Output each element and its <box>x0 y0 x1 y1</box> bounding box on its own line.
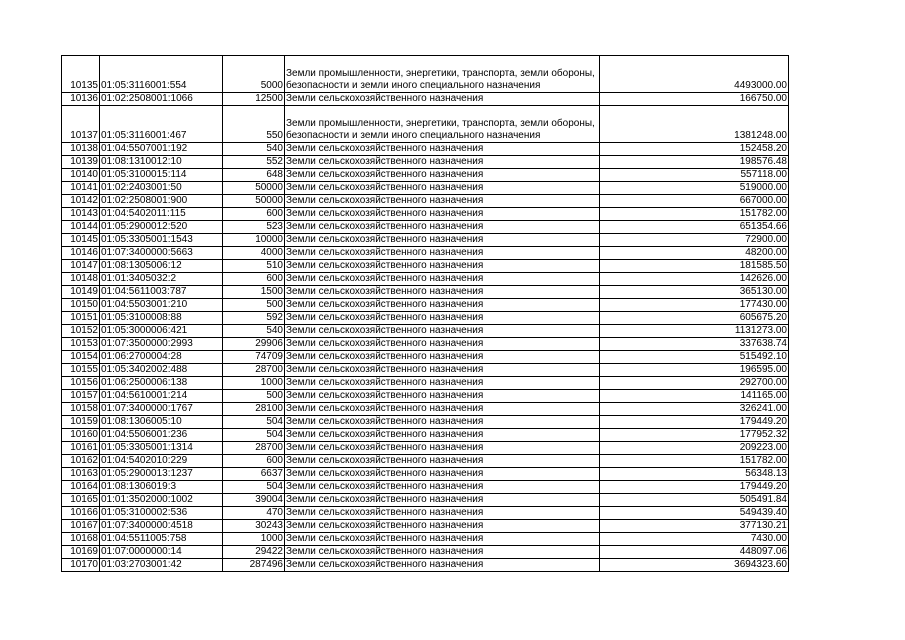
land-category-cell: Земли сельскохозяйственного назначения <box>285 325 600 338</box>
area-cell: 523 <box>223 221 285 234</box>
land-category-cell: Земли сельскохозяйственного назначения <box>285 403 600 416</box>
cadastral-number-cell: 01:07:3400000:5663 <box>100 247 223 260</box>
row-number-cell: 10136 <box>62 93 100 106</box>
table-row <box>62 520 789 533</box>
land-category-cell: Земли сельскохозяйственного назначения <box>285 93 600 106</box>
land-category-cell: Земли промышленности, энергетики, транспорта, земли обороны, безопасности и земли иного специального назначения <box>285 106 600 143</box>
cadastral-value-cell: 56348.13 <box>600 468 789 481</box>
cadastral-number-cell: 01:05:3305001:1314 <box>100 442 223 455</box>
land-category-cell: Земли сельскохозяйственного назначения <box>285 455 600 468</box>
cadastral-number-cell: 01:06:2700004:28 <box>100 351 223 364</box>
land-category-cell: Земли сельскохозяйственного назначения <box>285 481 600 494</box>
cadastral-value-cell: 48200.00 <box>600 247 789 260</box>
table-row <box>62 403 789 416</box>
area-cell: 1000 <box>223 533 285 546</box>
cadastral-value-cell: 448097.06 <box>600 546 789 559</box>
table-row <box>62 416 789 429</box>
area-cell: 30243 <box>223 520 285 533</box>
land-category-cell: Земли сельскохозяйственного назначения <box>285 546 600 559</box>
table-row <box>62 494 789 507</box>
cadastral-number-cell: 01:05:3116001:554 <box>100 56 223 93</box>
land-parcels-table <box>61 55 789 572</box>
cadastral-number-cell: 01:04:5503001:210 <box>100 299 223 312</box>
cadastral-value-cell: 179449.20 <box>600 481 789 494</box>
area-cell: 600 <box>223 208 285 221</box>
land-category-cell: Земли сельскохозяйственного назначения <box>285 351 600 364</box>
row-number-cell: 10164 <box>62 481 100 494</box>
cadastral-value-cell: 181585.50 <box>600 260 789 273</box>
area-cell: 540 <box>223 143 285 156</box>
area-cell: 504 <box>223 429 285 442</box>
land-category-cell: Земли сельскохозяйственного назначения <box>285 260 600 273</box>
land-category-cell: Земли сельскохозяйственного назначения <box>285 390 600 403</box>
cadastral-value-cell: 151782.00 <box>600 208 789 221</box>
cadastral-value-cell: 7430.00 <box>600 533 789 546</box>
table-row <box>62 312 789 325</box>
land-category-cell: Земли сельскохозяйственного назначения <box>285 468 600 481</box>
land-category-cell: Земли сельскохозяйственного назначения <box>285 143 600 156</box>
table-row <box>62 221 789 234</box>
row-number-cell: 10153 <box>62 338 100 351</box>
land-category-cell: Земли сельскохозяйственного назначения <box>285 507 600 520</box>
cadastral-number-cell: 01:04:5611003:787 <box>100 286 223 299</box>
row-number-cell: 10167 <box>62 520 100 533</box>
row-number-cell: 10154 <box>62 351 100 364</box>
row-number-cell: 10151 <box>62 312 100 325</box>
area-cell: 500 <box>223 390 285 403</box>
table-row <box>62 234 789 247</box>
cadastral-number-cell: 01:01:3502000:1002 <box>100 494 223 507</box>
cadastral-value-cell: 326241.00 <box>600 403 789 416</box>
table-row <box>62 143 789 156</box>
cadastral-value-cell: 196595.00 <box>600 364 789 377</box>
row-number-cell: 10146 <box>62 247 100 260</box>
area-cell: 600 <box>223 455 285 468</box>
cadastral-value-cell: 667000.00 <box>600 195 789 208</box>
cadastral-value-cell: 179449.20 <box>600 416 789 429</box>
land-category-cell: Земли сельскохозяйственного назначения <box>285 221 600 234</box>
cadastral-value-cell: 549439.40 <box>600 507 789 520</box>
table-row <box>62 390 789 403</box>
cadastral-value-cell: 505491.84 <box>600 494 789 507</box>
cadastral-value-cell: 166750.00 <box>600 93 789 106</box>
area-cell: 28700 <box>223 442 285 455</box>
cadastral-number-cell: 01:04:5506001:236 <box>100 429 223 442</box>
land-category-cell: Земли сельскохозяйственного назначения <box>285 338 600 351</box>
land-category-cell: Земли промышленности, энергетики, транспорта, земли обороны, безопасности и земли иного специального назначения <box>285 56 600 93</box>
cadastral-number-cell: 01:04:5402011:115 <box>100 208 223 221</box>
table-row <box>62 481 789 494</box>
row-number-cell: 10163 <box>62 468 100 481</box>
table-row <box>62 156 789 169</box>
area-cell: 500 <box>223 299 285 312</box>
cadastral-value-cell: 152458.20 <box>600 143 789 156</box>
row-number-cell: 10148 <box>62 273 100 286</box>
row-number-cell: 10144 <box>62 221 100 234</box>
table-row <box>62 106 789 143</box>
cadastral-number-cell: 01:05:2900012:520 <box>100 221 223 234</box>
cadastral-number-cell: 01:04:5511005:758 <box>100 533 223 546</box>
row-number-cell: 10169 <box>62 546 100 559</box>
cadastral-number-cell: 01:06:2500006:138 <box>100 377 223 390</box>
row-number-cell: 10150 <box>62 299 100 312</box>
cadastral-value-cell: 209223.00 <box>600 442 789 455</box>
cadastral-number-cell: 01:07:3500000:2993 <box>100 338 223 351</box>
cadastral-value-cell: 4493000.00 <box>600 56 789 93</box>
row-number-cell: 10170 <box>62 559 100 572</box>
cadastral-number-cell: 01:05:3000006:421 <box>100 325 223 338</box>
area-cell: 50000 <box>223 195 285 208</box>
cadastral-value-cell: 365130.00 <box>600 286 789 299</box>
area-cell: 6637 <box>223 468 285 481</box>
land-category-cell: Земли сельскохозяйственного назначения <box>285 494 600 507</box>
cadastral-value-cell: 337638.74 <box>600 338 789 351</box>
row-number-cell: 10159 <box>62 416 100 429</box>
cadastral-value-cell: 142626.00 <box>600 273 789 286</box>
table-row <box>62 182 789 195</box>
table-row <box>62 507 789 520</box>
land-category-cell: Земли сельскохозяйственного назначения <box>285 533 600 546</box>
area-cell: 504 <box>223 481 285 494</box>
land-category-cell: Земли сельскохозяйственного назначения <box>285 156 600 169</box>
table-row <box>62 338 789 351</box>
table-row <box>62 533 789 546</box>
table-row <box>62 56 789 93</box>
land-category-cell: Земли сельскохозяйственного назначения <box>285 520 600 533</box>
row-number-cell: 10145 <box>62 234 100 247</box>
cadastral-value-cell: 177430.00 <box>600 299 789 312</box>
cadastral-number-cell: 01:05:3305001:1543 <box>100 234 223 247</box>
land-category-cell: Земли сельскохозяйственного назначения <box>285 312 600 325</box>
cadastral-value-cell: 557118.00 <box>600 169 789 182</box>
row-number-cell: 10156 <box>62 377 100 390</box>
cadastral-number-cell: 01:08:1306019:3 <box>100 481 223 494</box>
cadastral-number-cell: 01:05:3100015:114 <box>100 169 223 182</box>
area-cell: 28700 <box>223 364 285 377</box>
area-cell: 600 <box>223 273 285 286</box>
area-cell: 592 <box>223 312 285 325</box>
cadastral-value-cell: 292700.00 <box>600 377 789 390</box>
table-row <box>62 351 789 364</box>
row-number-cell: 10165 <box>62 494 100 507</box>
cadastral-value-cell: 177952.32 <box>600 429 789 442</box>
land-category-cell: Земли сельскохозяйственного назначения <box>285 377 600 390</box>
cadastral-number-cell: 01:02:2403001:50 <box>100 182 223 195</box>
table-body <box>62 56 789 572</box>
area-cell: 540 <box>223 325 285 338</box>
cadastral-number-cell: 01:07:0000000:14 <box>100 546 223 559</box>
row-number-cell: 10139 <box>62 156 100 169</box>
cadastral-number-cell: 01:04:5507001:192 <box>100 143 223 156</box>
land-category-cell: Земли сельскохозяйственного назначения <box>285 208 600 221</box>
area-cell: 5000 <box>223 56 285 93</box>
table-row <box>62 364 789 377</box>
table-row <box>62 429 789 442</box>
cadastral-number-cell: 01:07:3400000:4518 <box>100 520 223 533</box>
row-number-cell: 10147 <box>62 260 100 273</box>
land-category-cell: Земли сельскохозяйственного назначения <box>285 273 600 286</box>
cadastral-value-cell: 198576.48 <box>600 156 789 169</box>
table-row <box>62 208 789 221</box>
land-category-cell: Земли сельскохозяйственного назначения <box>285 182 600 195</box>
cadastral-number-cell: 01:04:5402010:229 <box>100 455 223 468</box>
area-cell: 10000 <box>223 234 285 247</box>
land-category-cell: Земли сельскохозяйственного назначения <box>285 429 600 442</box>
table-row <box>62 169 789 182</box>
table-row <box>62 286 789 299</box>
table-row <box>62 195 789 208</box>
area-cell: 552 <box>223 156 285 169</box>
row-number-cell: 10168 <box>62 533 100 546</box>
table-row <box>62 247 789 260</box>
cadastral-number-cell: 01:05:3116001:467 <box>100 106 223 143</box>
table-row <box>62 377 789 390</box>
cadastral-number-cell: 01:04:5610001:214 <box>100 390 223 403</box>
area-cell: 28100 <box>223 403 285 416</box>
cadastral-value-cell: 151782.00 <box>600 455 789 468</box>
cadastral-number-cell: 01:02:2508001:1066 <box>100 93 223 106</box>
table-row <box>62 546 789 559</box>
row-number-cell: 10142 <box>62 195 100 208</box>
cadastral-number-cell: 01:08:1306005:10 <box>100 416 223 429</box>
land-category-cell: Земли сельскохозяйственного назначения <box>285 416 600 429</box>
row-number-cell: 10160 <box>62 429 100 442</box>
table-row <box>62 442 789 455</box>
row-number-cell: 10137 <box>62 106 100 143</box>
area-cell: 39004 <box>223 494 285 507</box>
land-category-cell: Земли сельскохозяйственного назначения <box>285 299 600 312</box>
land-category-cell: Земли сельскохозяйственного назначения <box>285 442 600 455</box>
table-row <box>62 325 789 338</box>
cadastral-value-cell: 605675.20 <box>600 312 789 325</box>
row-number-cell: 10161 <box>62 442 100 455</box>
row-number-cell: 10149 <box>62 286 100 299</box>
cadastral-number-cell: 01:07:3400000:1767 <box>100 403 223 416</box>
cadastral-number-cell: 01:05:3100008:88 <box>100 312 223 325</box>
table-row <box>62 468 789 481</box>
cadastral-number-cell: 01:02:2508001:900 <box>100 195 223 208</box>
land-category-cell: Земли сельскохозяйственного назначения <box>285 234 600 247</box>
table-row <box>62 455 789 468</box>
row-number-cell: 10140 <box>62 169 100 182</box>
row-number-cell: 10138 <box>62 143 100 156</box>
land-category-cell: Земли сельскохозяйственного назначения <box>285 364 600 377</box>
area-cell: 12500 <box>223 93 285 106</box>
area-cell: 510 <box>223 260 285 273</box>
cadastral-value-cell: 1131273.00 <box>600 325 789 338</box>
area-cell: 470 <box>223 507 285 520</box>
row-number-cell: 10166 <box>62 507 100 520</box>
area-cell: 550 <box>223 106 285 143</box>
land-category-cell: Земли сельскохозяйственного назначения <box>285 195 600 208</box>
area-cell: 648 <box>223 169 285 182</box>
land-category-cell: Земли сельскохозяйственного назначения <box>285 286 600 299</box>
area-cell: 74709 <box>223 351 285 364</box>
area-cell: 287496 <box>223 559 285 572</box>
row-number-cell: 10158 <box>62 403 100 416</box>
cadastral-value-cell: 3694323.60 <box>600 559 789 572</box>
land-category-cell: Земли сельскохозяйственного назначения <box>285 247 600 260</box>
row-number-cell: 10143 <box>62 208 100 221</box>
area-cell: 29422 <box>223 546 285 559</box>
row-number-cell: 10141 <box>62 182 100 195</box>
table-row <box>62 93 789 106</box>
cadastral-number-cell: 01:05:3402002:488 <box>100 364 223 377</box>
cadastral-value-cell: 1381248.00 <box>600 106 789 143</box>
area-cell: 1500 <box>223 286 285 299</box>
table-row <box>62 260 789 273</box>
area-cell: 4000 <box>223 247 285 260</box>
cadastral-value-cell: 141165.00 <box>600 390 789 403</box>
area-cell: 1000 <box>223 377 285 390</box>
cadastral-number-cell: 01:05:3100002:536 <box>100 507 223 520</box>
row-number-cell: 10162 <box>62 455 100 468</box>
row-number-cell: 10157 <box>62 390 100 403</box>
cadastral-value-cell: 377130.21 <box>600 520 789 533</box>
area-cell: 50000 <box>223 182 285 195</box>
table-row <box>62 559 789 572</box>
area-cell: 29906 <box>223 338 285 351</box>
cadastral-value-cell: 651354.66 <box>600 221 789 234</box>
cadastral-value-cell: 515492.10 <box>600 351 789 364</box>
cadastral-value-cell: 72900.00 <box>600 234 789 247</box>
cadastral-number-cell: 01:08:1310012:10 <box>100 156 223 169</box>
area-cell: 504 <box>223 416 285 429</box>
cadastral-number-cell: 01:03:2703001:42 <box>100 559 223 572</box>
row-number-cell: 10135 <box>62 56 100 93</box>
cadastral-number-cell: 01:05:2900013:1237 <box>100 468 223 481</box>
cadastral-number-cell: 01:01:3405032:2 <box>100 273 223 286</box>
table-row <box>62 299 789 312</box>
cadastral-number-cell: 01:08:1305006:12 <box>100 260 223 273</box>
row-number-cell: 10152 <box>62 325 100 338</box>
land-category-cell: Земли сельскохозяйственного назначения <box>285 559 600 572</box>
table-row <box>62 273 789 286</box>
cadastral-value-cell: 519000.00 <box>600 182 789 195</box>
row-number-cell: 10155 <box>62 364 100 377</box>
land-category-cell: Земли сельскохозяйственного назначения <box>285 169 600 182</box>
